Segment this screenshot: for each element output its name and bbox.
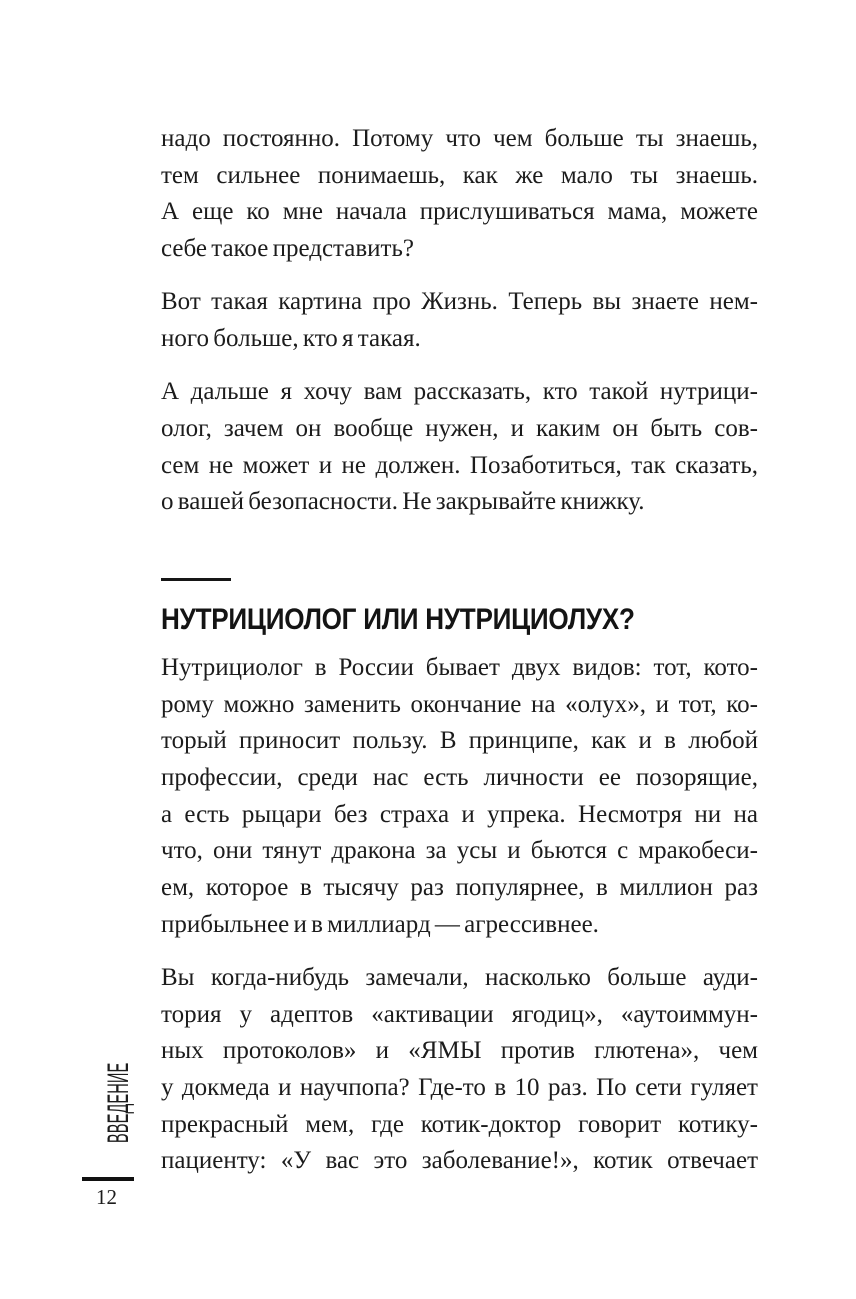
text-line: тория у адептов «активации ягодиц», «аутоиммун- xyxy=(161,1000,758,1028)
text-line: что, они тянут дракона за усы и бьются с мракобеси- xyxy=(161,837,758,865)
text-column xyxy=(161,121,758,1197)
paragraph xyxy=(161,374,758,521)
text-line: Вы когда-нибудь замечали, насколько больше ауди- xyxy=(161,963,758,991)
text-line: а есть рыцари без страха и упрека. Несмотря ни на xyxy=(161,800,758,828)
text-line: ем, которое в тысячу раз популярнее, в миллион раз xyxy=(161,873,758,901)
text-line: сем не может и не должен. Позаботиться, так сказать, xyxy=(161,451,758,479)
text-line: ных протоколов» и «ЯМЫ против глютена», чем xyxy=(161,1037,758,1065)
text-line: А дальше я хочу вам рассказать, кто такой нутрици- xyxy=(161,378,758,406)
text-line: профессии, среди нас есть личности ее позорящие, xyxy=(161,763,758,791)
text-line: о вашей безопасности. Не закрывайте книжку. xyxy=(161,488,645,516)
page-number: 12 xyxy=(96,1185,117,1209)
text-line: олог, зачем он вообще нужен, и каким он быть сов- xyxy=(161,414,758,442)
chapter-sidebar-label: ВВЕДЕНИЕ xyxy=(102,1062,135,1143)
text-line: себе такое представить? xyxy=(161,235,414,263)
text-line: торый приносит пользу. В принципе, как и в любой xyxy=(161,727,758,755)
section-heading: НУТРИЦИОЛОГ ИЛИ НУТРИЦИОЛУХ? xyxy=(161,602,635,636)
paragraph xyxy=(161,121,758,268)
paragraph xyxy=(161,960,758,1180)
section-divider-rule xyxy=(161,578,231,581)
text-line: Вот такая картина про Жизнь. Теперь вы знаете нем- xyxy=(161,288,758,316)
paragraph xyxy=(161,650,758,943)
text-line: прекрасный мем, где котик-доктор говорит котику- xyxy=(161,1110,758,1138)
text-line: у докмеда и научпопа? Где-то в 10 раз. По сети гуляет xyxy=(161,1073,758,1101)
text-line: рому можно заменить окончание на «олух», и тот, ко- xyxy=(161,690,758,718)
text-line: Нутрициолог в России бывает двух видов: тот, кото- xyxy=(161,653,758,681)
text-line: ного больше, кто я такая. xyxy=(161,324,421,352)
text-line: тем сильнее понимаешь, как же мало ты знаешь. xyxy=(161,161,758,189)
paragraph xyxy=(161,284,758,357)
text-line: пациенту: «У вас это заболевание!», котик отвечает xyxy=(161,1147,758,1175)
text-line: надо постоянно. Потому что чем больше ты знаешь, xyxy=(161,125,758,152)
text-line: прибыльнее и в миллиард — агрессивнее. xyxy=(161,910,599,938)
text-line: А еще ко мне начала прислушиваться мама, можете xyxy=(161,198,758,226)
footer-rule xyxy=(82,1177,134,1181)
